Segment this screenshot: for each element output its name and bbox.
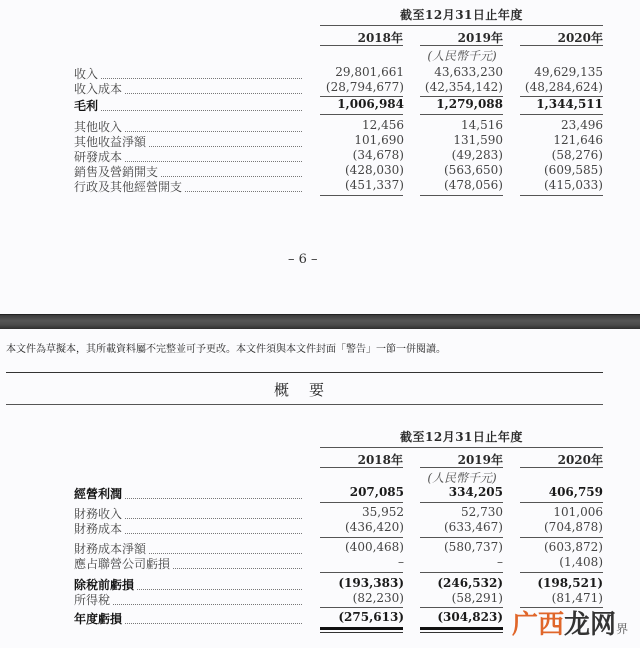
value-2020: (704,878) xyxy=(544,520,603,534)
header-rule xyxy=(320,25,603,26)
table-row xyxy=(74,80,604,95)
value-2020: (58,276) xyxy=(551,148,603,162)
section-title: 概要 xyxy=(274,381,345,399)
row-label: 其他收益淨額 xyxy=(74,133,302,150)
subtotal-rule xyxy=(520,195,603,196)
value-2020: 23,496 xyxy=(561,118,603,132)
subtotal-rule xyxy=(320,114,403,115)
value-2018: (28,794,677) xyxy=(325,80,404,94)
year-2019: 2019年 xyxy=(457,453,503,467)
currency-unit: (人民幣千元) xyxy=(427,471,497,485)
section-title-rule-top xyxy=(6,372,603,373)
value-2020: (609,585) xyxy=(544,163,603,177)
table-row xyxy=(74,65,604,80)
value-2020: 1,344,511 xyxy=(536,97,603,111)
value-2018: (275,613) xyxy=(338,610,404,624)
value-2018: (451,337) xyxy=(345,178,404,192)
total-double-rule xyxy=(420,632,503,633)
year-2018: 2018年 xyxy=(357,453,403,467)
subtotal-rule xyxy=(320,607,403,608)
value-2018: (428,030) xyxy=(345,163,404,177)
header-rule xyxy=(320,447,603,448)
page-separator xyxy=(0,314,640,329)
row-label: 研發成本 xyxy=(74,148,302,165)
total-double-rule xyxy=(420,627,503,630)
total-double-rule xyxy=(320,632,403,633)
row-label: 年度虧損 xyxy=(74,610,302,627)
row-label: 應占聯營公司虧損 xyxy=(74,555,302,572)
value-2018: (193,383) xyxy=(338,576,404,590)
table-row xyxy=(74,505,604,520)
year-underline xyxy=(420,45,503,46)
value-2018: 101,690 xyxy=(354,133,404,147)
row-label: 所得稅 xyxy=(74,591,302,608)
year-underline xyxy=(520,45,603,46)
value-2018: 12,456 xyxy=(362,118,404,132)
year-2020: 2020年 xyxy=(557,31,603,45)
value-2019: 43,633,230 xyxy=(434,65,503,79)
value-2018: (34,678) xyxy=(352,148,404,162)
total-double-rule xyxy=(320,627,403,630)
year-2020: 2020年 xyxy=(557,453,603,467)
value-2019: (580,737) xyxy=(444,540,503,554)
section-title-rule-bottom xyxy=(6,404,603,405)
period-header: 截至12月31日止年度 xyxy=(400,8,523,22)
subtotal-rule xyxy=(520,537,603,538)
row-label: 經營利潤 xyxy=(74,485,302,502)
table-row xyxy=(74,118,604,133)
row-label: 財務成本淨額 xyxy=(74,540,302,557)
table-row xyxy=(74,178,604,193)
subtotal-rule xyxy=(420,114,503,115)
table-row xyxy=(74,540,604,555)
value-2020: 406,759 xyxy=(548,485,603,499)
watermark-char: 广 xyxy=(512,610,539,640)
value-2019: 131,590 xyxy=(453,133,503,147)
table-row-total xyxy=(74,97,604,112)
value-2019: 334,205 xyxy=(448,485,503,499)
value-2020: (1,408) xyxy=(559,555,603,569)
table-row xyxy=(74,133,604,148)
subtotal-rule xyxy=(420,502,503,503)
subtotal-rule xyxy=(320,537,403,538)
value-2020: (81,471) xyxy=(551,591,603,605)
subtotal-rule xyxy=(320,502,403,503)
row-label: 收入 xyxy=(74,65,302,82)
subtotal-rule xyxy=(520,114,603,115)
subtotal-rule xyxy=(420,537,503,538)
row-label: 銷售及營銷開支 xyxy=(74,163,302,180)
value-2020: (603,872) xyxy=(544,540,603,554)
subtotal-rule xyxy=(320,195,403,196)
value-2020: 101,006 xyxy=(553,505,603,519)
subtotal-rule xyxy=(320,572,403,573)
row-label: 收入成本 xyxy=(74,80,302,97)
value-2019: 1,279,088 xyxy=(436,97,503,111)
value-2019: (42,354,142) xyxy=(424,80,503,94)
value-2020: (48,284,624) xyxy=(524,80,603,94)
table-row-total xyxy=(74,485,604,500)
row-label: 財務收入 xyxy=(74,505,302,522)
value-2020: (198,521) xyxy=(537,576,603,590)
period-header: 截至12月31日止年度 xyxy=(400,430,523,444)
year-2019: 2019年 xyxy=(457,31,503,45)
watermark xyxy=(512,604,628,641)
value-2019: (563,650) xyxy=(444,163,503,177)
value-2019: (478,056) xyxy=(444,178,503,192)
value-2019: (633,467) xyxy=(444,520,503,534)
row-label: 毛利 xyxy=(74,97,302,114)
value-2018: 1,006,984 xyxy=(337,97,404,111)
year-2018: 2018年 xyxy=(357,31,403,45)
subtotal-rule xyxy=(520,502,603,503)
value-2018: 29,801,661 xyxy=(335,65,404,79)
watermark-char: 西 xyxy=(538,610,565,640)
subtotal-rule xyxy=(420,607,503,608)
year-underline xyxy=(520,467,603,468)
value-2019: (246,532) xyxy=(437,576,503,590)
table-row xyxy=(74,520,604,535)
value-2019: 14,516 xyxy=(461,118,503,132)
value-2018: (82,230) xyxy=(352,591,404,605)
row-label: 財務成本 xyxy=(74,520,302,537)
row-label: 除稅前虧損 xyxy=(74,576,302,593)
year-underline xyxy=(320,467,403,468)
value-2019: – xyxy=(497,555,503,569)
value-2019: (304,823) xyxy=(437,610,503,624)
value-2019: 52,730 xyxy=(461,505,503,519)
value-2019: (49,283) xyxy=(451,148,503,162)
value-2019: (58,291) xyxy=(451,591,503,605)
subtotal-rule xyxy=(420,572,503,573)
value-2020: 121,646 xyxy=(553,133,603,147)
value-2020: 49,629,135 xyxy=(534,65,603,79)
page-number: – 6 – xyxy=(288,252,318,267)
row-label: 其他收入 xyxy=(74,118,302,135)
table-row-total xyxy=(74,576,604,591)
currency-unit: (人民幣千元) xyxy=(427,49,497,63)
draft-disclaimer: 本文件為草擬本，其所載資料屬不完整並可予更改。本文件須與本文件封面「警告」一節一併閱讀。 xyxy=(6,344,446,355)
year-underline xyxy=(320,45,403,46)
value-2018: (400,468) xyxy=(345,540,404,554)
year-underline xyxy=(420,467,503,468)
value-2018: (436,420) xyxy=(345,520,404,534)
subtotal-rule xyxy=(520,572,603,573)
subtotal-rule xyxy=(420,195,503,196)
value-2018: 35,952 xyxy=(362,505,404,519)
value-2018: – xyxy=(398,555,404,569)
watermark-suffix: 界 xyxy=(616,622,629,636)
table-row xyxy=(74,148,604,163)
row-label: 行政及其他經營開支 xyxy=(74,178,302,195)
watermark-char: 龙 xyxy=(564,610,591,640)
table-row xyxy=(74,555,604,570)
watermark-char: 网 xyxy=(590,610,617,640)
value-2018: 207,085 xyxy=(349,485,404,499)
value-2020: (415,033) xyxy=(544,178,603,192)
table-row xyxy=(74,163,604,178)
